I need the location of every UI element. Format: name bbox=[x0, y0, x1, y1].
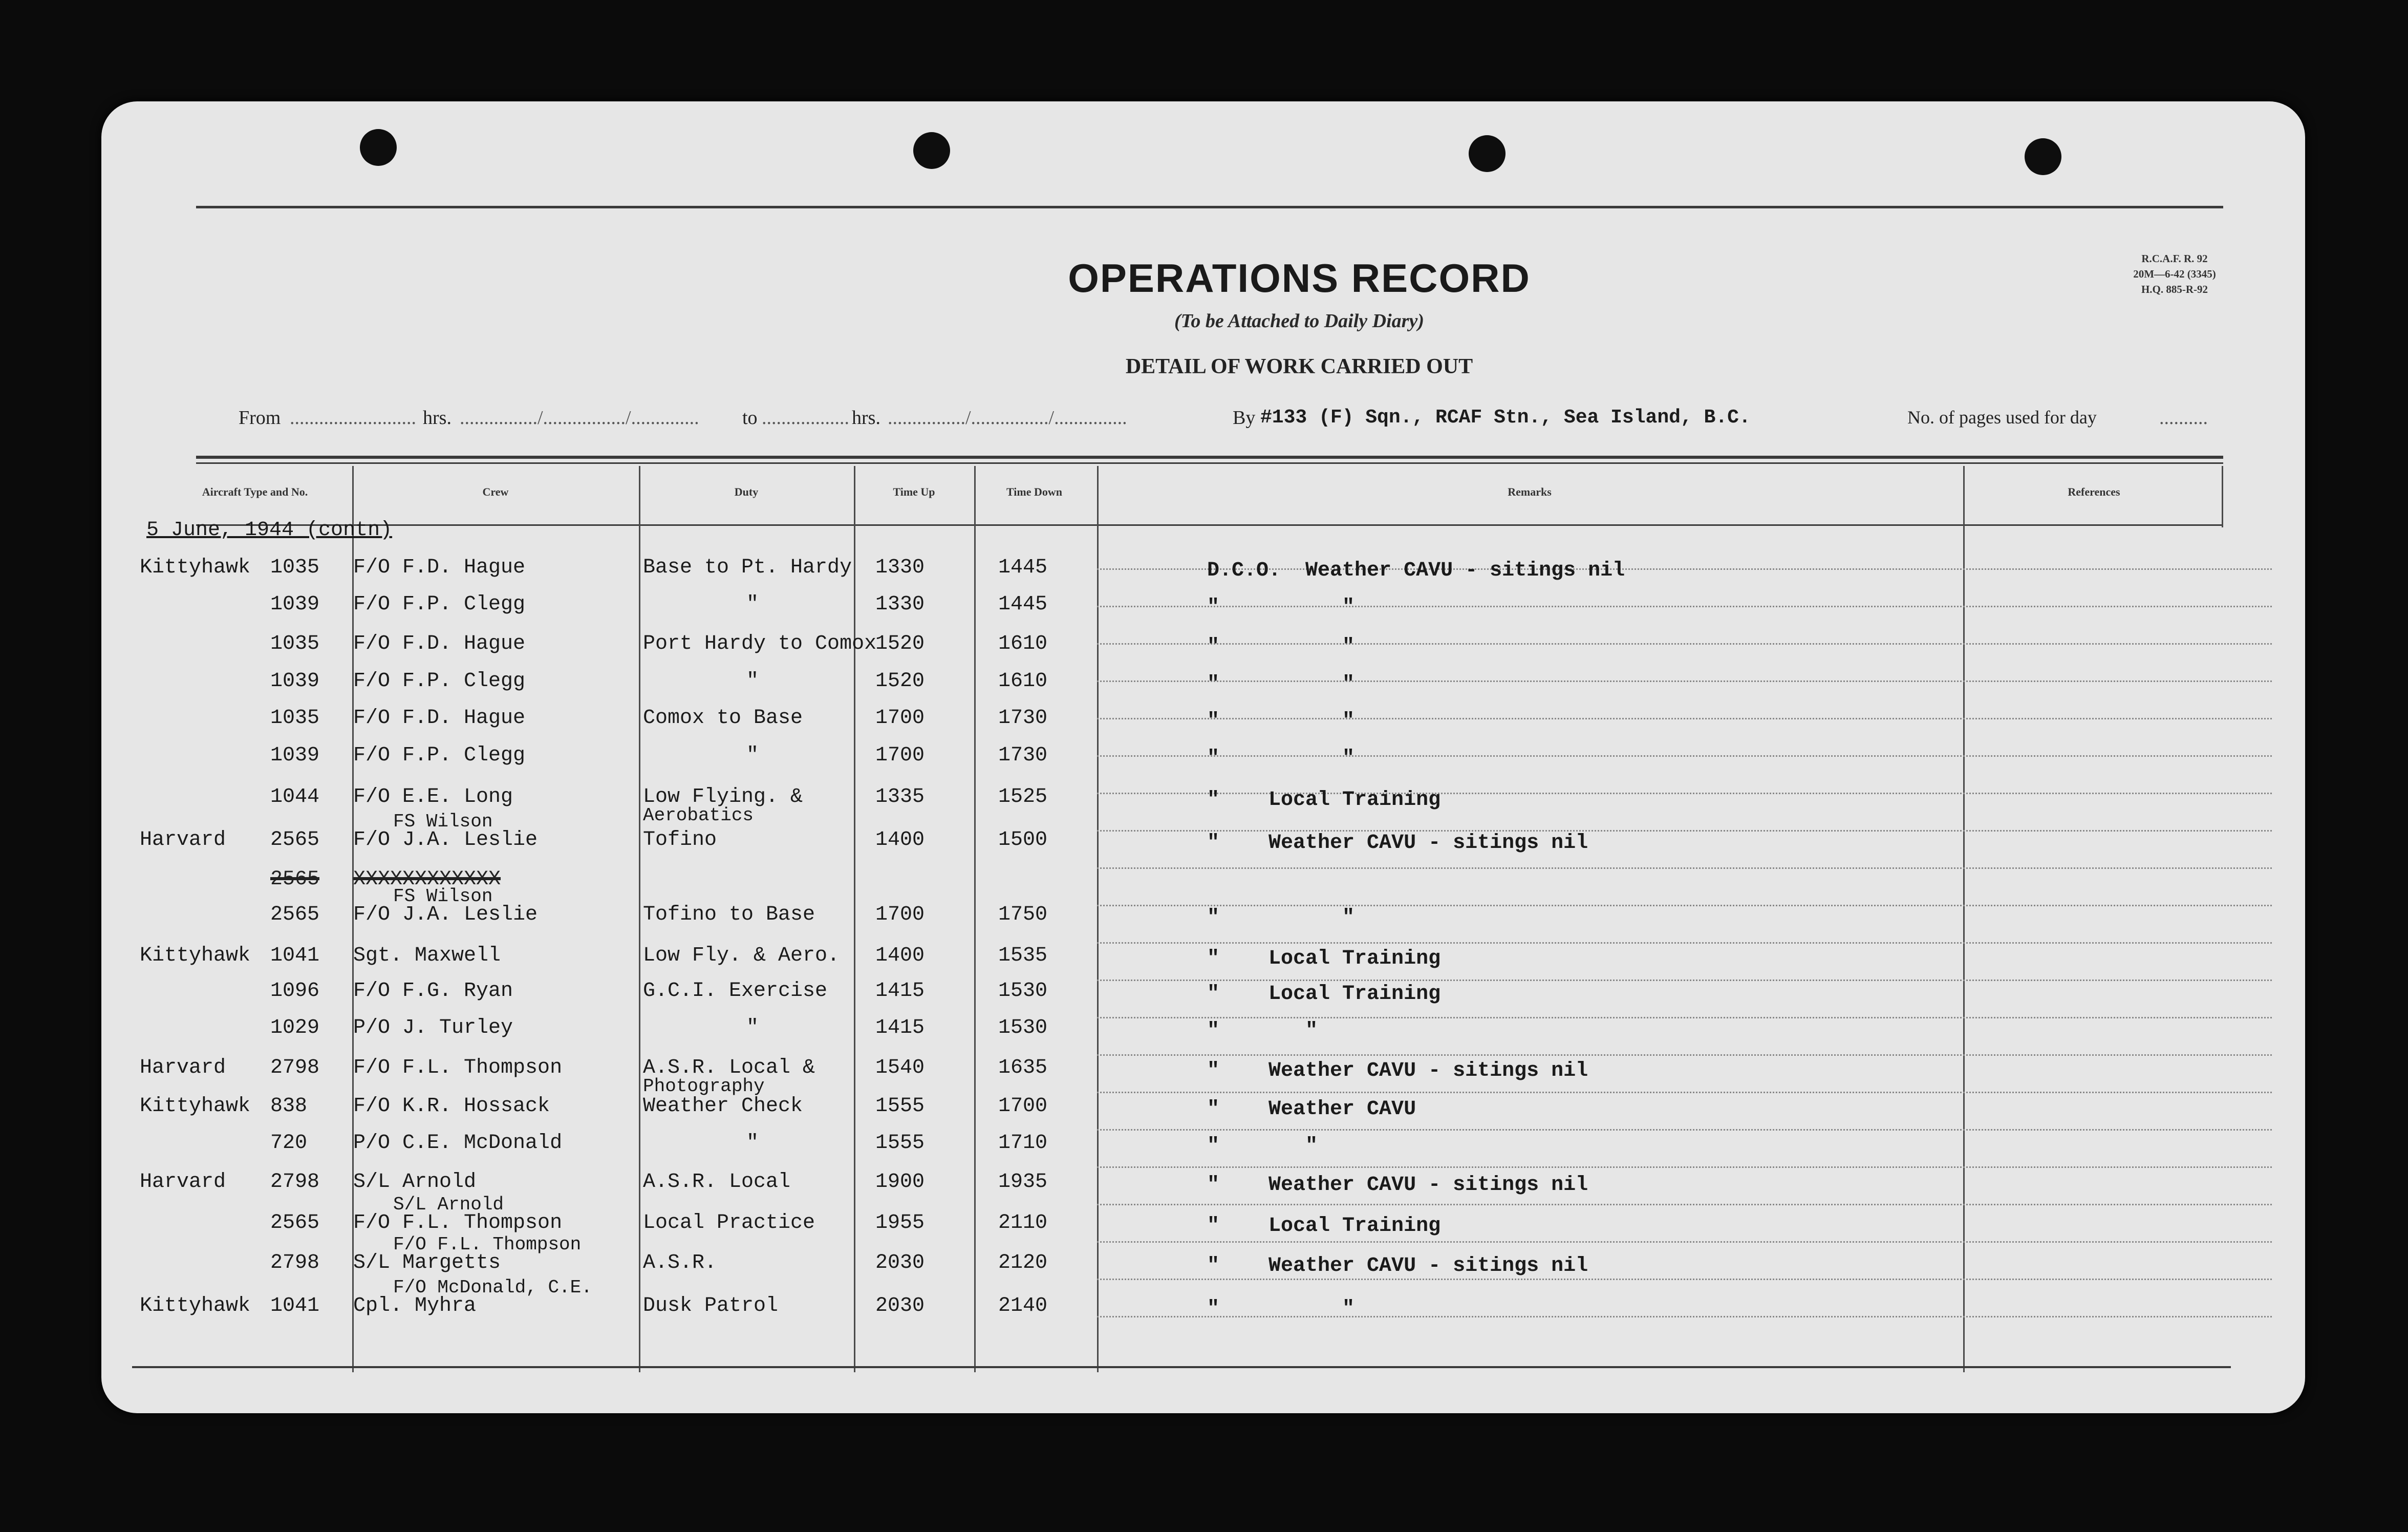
time-down: 1535 bbox=[998, 944, 1048, 967]
duty: A.S.R. Local & bbox=[643, 1056, 815, 1079]
row-guide bbox=[1097, 1092, 2272, 1093]
time-down: 1610 bbox=[998, 632, 1048, 655]
row-guide bbox=[1097, 1054, 2272, 1056]
page-subtitle: (To be Attached to Daily Diary) bbox=[1174, 310, 1424, 332]
crew-name: F/O F.D. Hague bbox=[353, 707, 526, 730]
duty: Low Fly. & Aero. bbox=[643, 944, 840, 967]
hrs-label: hrs. bbox=[423, 407, 451, 429]
aircraft-number: 2565 bbox=[270, 868, 320, 891]
remarks: " Local Training bbox=[1207, 1215, 1441, 1238]
crew-name: F/O J.A. Leslie bbox=[353, 903, 538, 926]
punch-hole bbox=[2025, 138, 2061, 175]
time-up: 1415 bbox=[875, 1016, 925, 1039]
duty-2: Aerobatics bbox=[643, 805, 754, 826]
crew-name: F/O K.R. Hossack bbox=[353, 1095, 550, 1118]
duty: " bbox=[746, 1132, 759, 1155]
row-guide bbox=[1097, 942, 2272, 944]
remarks: " " bbox=[1207, 673, 1355, 696]
aircraft-number: 1035 bbox=[270, 556, 320, 579]
col-divider bbox=[854, 466, 855, 1372]
time-up: 1415 bbox=[875, 980, 925, 1003]
time-up: 1520 bbox=[875, 670, 925, 693]
col-divider bbox=[2222, 466, 2223, 527]
time-up: 1700 bbox=[875, 707, 925, 730]
aircraft-number: 1035 bbox=[270, 707, 320, 730]
time-up: 2030 bbox=[875, 1251, 925, 1274]
aircraft-number: 720 bbox=[270, 1132, 308, 1155]
crew-name: P/O C.E. McDonald bbox=[353, 1132, 563, 1155]
time-up: 1335 bbox=[875, 785, 925, 808]
aircraft-number: 1039 bbox=[270, 670, 320, 693]
col-header-aircraft: Aircraft Type and No. bbox=[202, 485, 308, 498]
aircraft-number: 1096 bbox=[270, 980, 320, 1003]
col-header-crew: Crew bbox=[482, 485, 509, 498]
col-header-remarks: Remarks bbox=[1508, 485, 1552, 498]
aircraft-number: 2798 bbox=[270, 1171, 320, 1194]
duty-2: Photography bbox=[643, 1076, 765, 1097]
top-rule bbox=[196, 206, 2223, 208]
duty: " bbox=[746, 1016, 759, 1039]
aircraft-number: 1035 bbox=[270, 632, 320, 655]
time-down: 1710 bbox=[998, 1132, 1048, 1155]
crew-name: S/L Arnold bbox=[353, 1171, 477, 1194]
date-dots: ................/................./.............. bbox=[460, 407, 699, 429]
duty: " bbox=[746, 593, 759, 616]
row-guide bbox=[1097, 1241, 2272, 1243]
duty: A.S.R. Local bbox=[643, 1171, 791, 1194]
header-rule bbox=[196, 456, 2223, 459]
time-up: 1700 bbox=[875, 903, 925, 926]
crew-name: F/O F.P. Clegg bbox=[353, 744, 526, 767]
punch-hole bbox=[913, 132, 950, 169]
time-down: 2120 bbox=[998, 1251, 1048, 1274]
operations-record-card bbox=[101, 101, 2305, 1413]
time-down: 1530 bbox=[998, 980, 1048, 1003]
crew-name: F/O J.A. Leslie bbox=[353, 828, 538, 852]
row-guide bbox=[1097, 1166, 2272, 1168]
remarks: " " bbox=[1207, 596, 1355, 619]
crew-name-2: S/L Arnold bbox=[393, 1194, 504, 1215]
col-divider bbox=[639, 466, 640, 1372]
from-label: From bbox=[239, 407, 281, 429]
aircraft-type: Harvard bbox=[140, 828, 226, 852]
time-down: 1935 bbox=[998, 1171, 1048, 1194]
remarks: " " bbox=[1207, 635, 1355, 658]
time-up: 2030 bbox=[875, 1294, 925, 1317]
remarks: " " bbox=[1207, 906, 1355, 929]
remarks: " " bbox=[1207, 747, 1355, 770]
form-code-line: 20M—6-42 (3345) bbox=[2133, 268, 2216, 280]
aircraft-number: 1041 bbox=[270, 944, 320, 967]
col-header-references: References bbox=[2068, 485, 2120, 498]
time-up: 1955 bbox=[875, 1211, 925, 1235]
section-heading: DETAIL OF WORK CARRIED OUT bbox=[1125, 355, 1473, 378]
col-header-duty: Duty bbox=[734, 485, 759, 498]
remarks: " Weather CAVU - sitings nil bbox=[1207, 832, 1588, 855]
remarks: " " bbox=[1207, 1297, 1355, 1321]
remarks: " Local Training bbox=[1207, 947, 1441, 970]
time-down: 1730 bbox=[998, 744, 1048, 767]
remarks: " Weather CAVU - sitings nil bbox=[1207, 1254, 1588, 1278]
aircraft-number: 2565 bbox=[270, 828, 320, 852]
punch-hole bbox=[1469, 135, 1506, 172]
aircraft-type: Kittyhawk bbox=[140, 944, 251, 967]
to-dots: .................. bbox=[762, 407, 849, 429]
remarks: " Local Training bbox=[1207, 983, 1441, 1006]
time-down: 1525 bbox=[998, 785, 1048, 808]
remarks: " " bbox=[1207, 1135, 1318, 1158]
remarks: " Weather CAVU - sitings nil bbox=[1207, 1174, 1588, 1197]
crew-name: Sgt. Maxwell bbox=[353, 944, 501, 967]
row-guide bbox=[1097, 867, 2272, 869]
duty: Base to Pt. Hardy bbox=[643, 556, 852, 579]
duty: Low Flying. & bbox=[643, 785, 803, 808]
time-up: 1555 bbox=[875, 1095, 925, 1118]
time-up: 1520 bbox=[875, 632, 925, 655]
from-dots: .......................... bbox=[290, 407, 416, 429]
crew-name: P/O J. Turley bbox=[353, 1016, 513, 1039]
pages-dots: .......... bbox=[2159, 407, 2208, 429]
row-guide bbox=[1097, 1017, 2272, 1018]
row-guide bbox=[1097, 1279, 2272, 1280]
time-up: 1900 bbox=[875, 1171, 925, 1194]
aircraft-number: 1039 bbox=[270, 593, 320, 616]
to-label: to bbox=[742, 407, 758, 429]
col-divider bbox=[974, 466, 976, 1372]
remarks: " Weather CAVU bbox=[1207, 1098, 1416, 1121]
row-guide bbox=[1097, 1204, 2272, 1205]
remarks: D.C.O. Weather CAVU - sitings nil bbox=[1207, 559, 1625, 582]
time-down: 1530 bbox=[998, 1016, 1048, 1039]
time-up: 1330 bbox=[875, 556, 925, 579]
col-header-time-up: Time Up bbox=[893, 485, 935, 498]
aircraft-type: Kittyhawk bbox=[140, 1095, 251, 1118]
col-header-time-down: Time Down bbox=[1006, 485, 1062, 498]
date-line: 5 June, 1944 (contn) bbox=[146, 519, 393, 542]
col-divider bbox=[1097, 466, 1099, 1372]
crew-name: F/O F.G. Ryan bbox=[353, 980, 513, 1003]
time-down: 1610 bbox=[998, 670, 1048, 693]
crew-name: F/O F.P. Clegg bbox=[353, 593, 526, 616]
column-header-rule bbox=[196, 524, 2223, 526]
time-up: 1540 bbox=[875, 1056, 925, 1079]
time-down: 2140 bbox=[998, 1294, 1048, 1317]
row-guide bbox=[1097, 980, 2272, 981]
time-down: 1700 bbox=[998, 1095, 1048, 1118]
aircraft-type: Kittyhawk bbox=[140, 1294, 251, 1317]
crew-name-2: F/O McDonald, C.E. bbox=[393, 1277, 592, 1298]
duty: Comox to Base bbox=[643, 707, 803, 730]
time-down: 1635 bbox=[998, 1056, 1048, 1079]
time-up: 1700 bbox=[875, 744, 925, 767]
aircraft-type: Harvard bbox=[140, 1056, 226, 1079]
time-down: 1445 bbox=[998, 556, 1048, 579]
by-label: By bbox=[1233, 407, 1256, 429]
crew-name-2: F/O F.L. Thompson bbox=[393, 1234, 582, 1255]
time-up: 1400 bbox=[875, 944, 925, 967]
remarks: " Local Training bbox=[1207, 789, 1441, 812]
crew-name: Cpl. Myhra bbox=[353, 1294, 477, 1317]
duty: " bbox=[746, 670, 759, 693]
duty: A.S.R. bbox=[643, 1251, 717, 1274]
hrs-label-2: hrs. bbox=[852, 407, 880, 429]
duty: Tofino bbox=[643, 828, 717, 852]
time-up: 1400 bbox=[875, 828, 925, 852]
duty: Port Hardy to Comox bbox=[643, 632, 877, 655]
crew-name: XXXXXXXXXXXX bbox=[353, 868, 501, 891]
date-dots-2: ................/................/............... bbox=[888, 407, 1127, 429]
remarks: " Weather CAVU - sitings nil bbox=[1207, 1059, 1588, 1082]
bottom-rule bbox=[132, 1366, 2231, 1368]
aircraft-type: Harvard bbox=[140, 1171, 226, 1194]
time-up: 1555 bbox=[875, 1132, 925, 1155]
duty: " bbox=[746, 744, 759, 767]
form-code-line: R.C.A.F. R. 92 bbox=[2141, 252, 2208, 265]
crew-name: F/O F.D. Hague bbox=[353, 632, 526, 655]
form-code bbox=[2108, 251, 2241, 297]
pages-label: No. of pages used for day bbox=[1907, 407, 2097, 428]
punch-hole bbox=[360, 129, 397, 166]
aircraft-number: 1041 bbox=[270, 1294, 320, 1317]
time-down: 1445 bbox=[998, 593, 1048, 616]
col-divider bbox=[1963, 466, 1965, 1372]
duty: Dusk Patrol bbox=[643, 1294, 779, 1317]
aircraft-number: 2798 bbox=[270, 1251, 320, 1274]
header-rule-2 bbox=[196, 462, 2223, 464]
time-down: 2110 bbox=[998, 1211, 1048, 1235]
form-code-line: H.Q. 885-R-92 bbox=[2141, 283, 2208, 295]
duty: G.C.I. Exercise bbox=[643, 980, 828, 1003]
unit-name: #133 (F) Sqn., RCAF Stn., Sea Island, B.C. bbox=[1260, 407, 1751, 429]
duty: Weather Check bbox=[643, 1095, 803, 1118]
aircraft-number: 2565 bbox=[270, 903, 320, 926]
crew-name: F/O F.L. Thompson bbox=[353, 1211, 563, 1235]
aircraft-number: 1029 bbox=[270, 1016, 320, 1039]
page-title: OPERATIONS RECORD bbox=[1068, 256, 1531, 301]
row-guide bbox=[1097, 1129, 2272, 1131]
crew-name: S/L Margetts bbox=[353, 1251, 501, 1274]
duty: Local Practice bbox=[643, 1211, 815, 1235]
time-down: 1730 bbox=[998, 707, 1048, 730]
time-down: 1500 bbox=[998, 828, 1048, 852]
crew-name: F/O F.P. Clegg bbox=[353, 670, 526, 693]
aircraft-number: 2565 bbox=[270, 1211, 320, 1235]
duty: Tofino to Base bbox=[643, 903, 815, 926]
remarks: " " bbox=[1207, 710, 1355, 733]
crew-name: F/O E.E. Long bbox=[353, 785, 513, 808]
aircraft-number: 838 bbox=[270, 1095, 308, 1118]
crew-name-2: FS Wilson bbox=[393, 811, 493, 832]
time-down: 1750 bbox=[998, 903, 1048, 926]
time-up: 1330 bbox=[875, 593, 925, 616]
crew-name: F/O F.L. Thompson bbox=[353, 1056, 563, 1079]
crew-name-2: FS Wilson bbox=[393, 886, 493, 907]
aircraft-number: 1044 bbox=[270, 785, 320, 808]
aircraft-number: 2798 bbox=[270, 1056, 320, 1079]
remarks: " " bbox=[1207, 1019, 1318, 1042]
crew-name: F/O F.D. Hague bbox=[353, 556, 526, 579]
aircraft-number: 1039 bbox=[270, 744, 320, 767]
aircraft-type: Kittyhawk bbox=[140, 556, 251, 579]
